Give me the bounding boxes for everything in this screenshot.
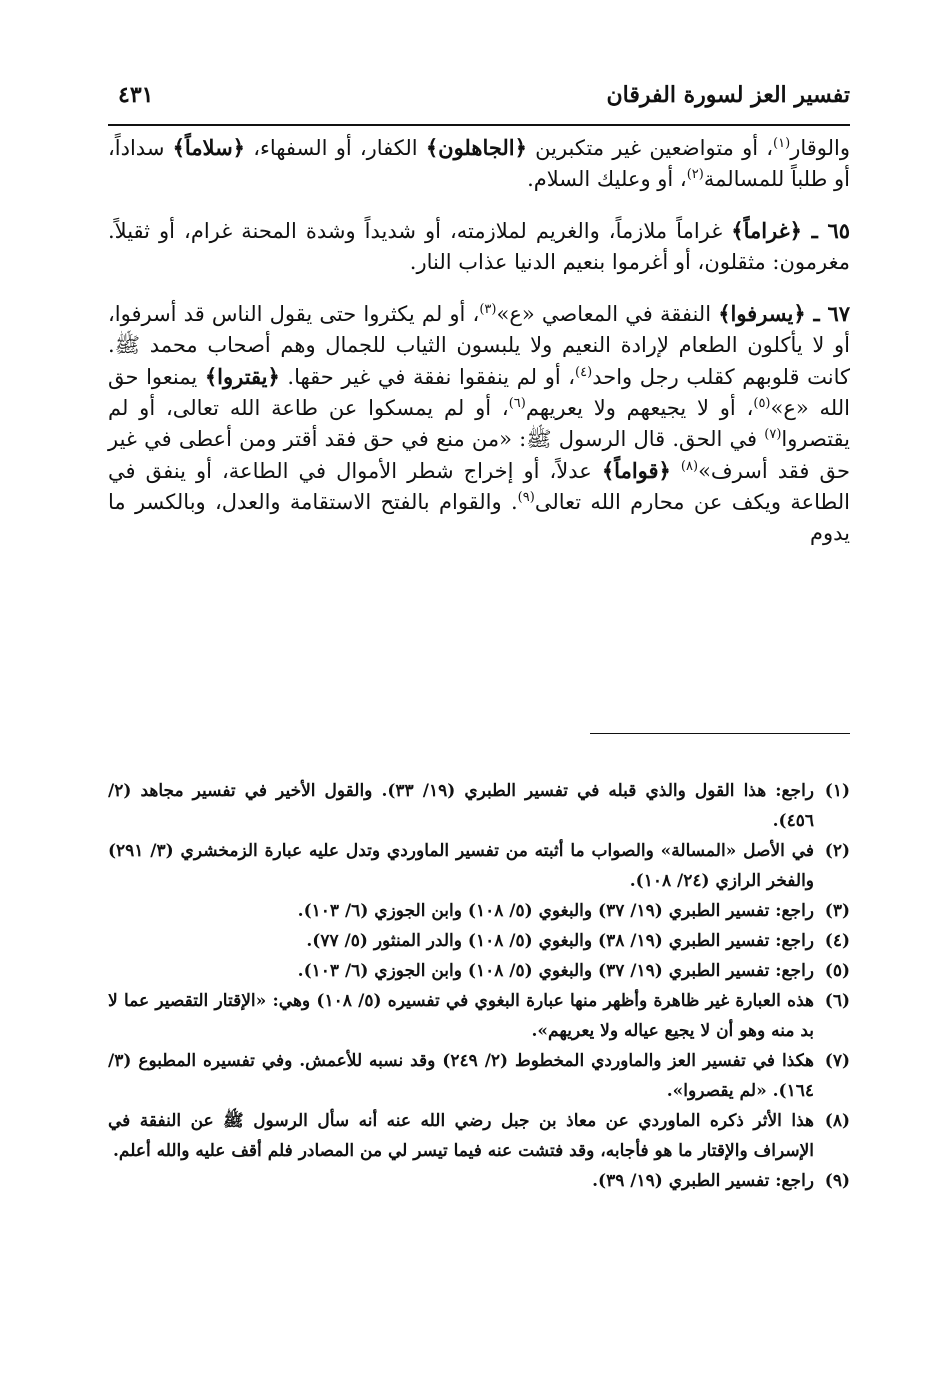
footnote-text: راجع: هذا القول والذي قبله في تفسير الطبري (١٩/ ٣٣). والقول الأخير في تفسير مجاهد (٢/ ٤٥٦). xyxy=(108,781,814,831)
footnote-number: (٦) xyxy=(824,991,850,1011)
footnote-number: (٢) xyxy=(824,841,850,861)
text-run: يمنعوا حق الله «ع» xyxy=(108,365,850,420)
text-run: الكفار، أو السفهاء، xyxy=(245,136,426,160)
footnote xyxy=(108,956,850,986)
paragraph-3 xyxy=(108,298,850,549)
footnote xyxy=(108,1106,850,1166)
quran-word: ﴿الجاهلون﴾ xyxy=(425,135,527,160)
footnote xyxy=(108,836,850,896)
paragraph-2 xyxy=(108,215,850,278)
main-text xyxy=(108,132,850,569)
text-run: في الحق. قال الرسول ﷺ: «من منع في حق فقد أقتر ومن أعطى في غير حق فقد أسرف» xyxy=(108,427,850,483)
footnote-text: في الأصل «المسالة» والصواب ما أثبته من تفسير الماوردي وتدل عليه عبارة الزمخشري (٣/ ٢٩١) والفخر الرازي (٢٤/ ١٠٨). xyxy=(108,841,814,891)
quran-word: ﴿غراماً﴾ xyxy=(731,218,802,243)
page-number: ٤٣١ xyxy=(118,82,154,108)
footnote-ref: (٧) xyxy=(764,427,782,442)
footnote-text: هذا الأثر ذكره الماوردي عن معاذ بن جبل رضي الله عنه أنه سأل الرسول ﷺ عن النفقة في الإسراف والإقتار ما هو فأجابه، وقد فتشت عنه فيما تيسر لي من المصادر فلم أقف عليه والله أعلم. xyxy=(108,1111,814,1161)
quran-word: ﴿يقتروا﴾ xyxy=(204,364,280,389)
text-run: غراماً ملازماً، والغريم لملازمته، أو شديداً وشدة المحنة غرام، أو ثقيلاً. مغرمون: مثقلون، أو أغرموا بنعيم الدنيا عذاب النار. xyxy=(108,219,850,274)
footnote-number: (١) xyxy=(824,781,850,801)
quran-word: ﴿يسرفوا﴾ xyxy=(718,301,806,326)
footnote-ref: (٢) xyxy=(686,167,704,182)
footnotes-list xyxy=(108,776,850,1196)
quran-word: ﴿قواماً﴾ xyxy=(601,458,671,483)
verse-number: ٦٧ ـ xyxy=(805,301,850,326)
header-title: تفسير العز لسورة الفرقان xyxy=(606,82,850,108)
text-run: ، أو وعليك السلام. xyxy=(527,167,687,191)
footnote xyxy=(108,896,850,926)
footnote-text: راجع: تفسير الطبري (١٩/ ٣٧) والبغوي (٥/ ١٠٨) وابن الجوزي (٦/ ١٠٣). xyxy=(297,901,814,921)
text-run: ، أو لم ينفقوا نفقة في غير حقها. xyxy=(279,365,576,389)
text-run: والوقار xyxy=(790,136,850,160)
text-run: . والقوام بالفتح الاستقامة والعدل، وبالكسر ما يدوم xyxy=(108,490,850,545)
footnote-ref: (٨) xyxy=(680,459,699,474)
footnote-number: (٩) xyxy=(824,1171,850,1191)
footnote-ref: (١) xyxy=(773,136,791,151)
verse-number: ٦٥ ـ xyxy=(801,218,850,243)
footnote-separator xyxy=(590,733,850,734)
footnote-ref: (٦) xyxy=(508,396,526,411)
footnote-ref: (٩) xyxy=(517,490,535,505)
footnote-text: راجع: تفسير الطبري (١٩/ ٣٧) والبغوي (٥/ ١٠٨) وابن الجوزي (٦/ ١٠٣). xyxy=(297,961,814,981)
text-run: عدلاً، أو إخراج شطر الأموال في الطاعة، أو ينفق في الطاعة ويكف عن محارم الله تعالى xyxy=(108,459,850,514)
text-run: النفقة في المعاصي «ع» xyxy=(496,302,719,326)
running-header xyxy=(108,78,850,122)
footnote xyxy=(108,1046,850,1106)
footnote xyxy=(108,1166,850,1196)
footnote-number: (٤) xyxy=(824,931,850,951)
footnote-number: (٨) xyxy=(824,1111,850,1131)
paragraph-1 xyxy=(108,132,850,195)
footnote-text: راجع: تفسير الطبري (١٩/ ٣٩). xyxy=(592,1171,814,1191)
text-run xyxy=(671,459,681,483)
footnote-text: هذه العبارة غير ظاهرة وأظهر منها عبارة البغوي في تفسيره (٥/ ١٠٨) وهي: «الإقتار التقصير عما لا بد منه وهو أن لا يجيع عياله ولا يعريهم». xyxy=(108,991,814,1041)
footnote-number: (٧) xyxy=(824,1051,850,1071)
text-run: سداداً، أو طلباً للمسالمة xyxy=(108,136,850,191)
footnote-number: (٣) xyxy=(824,901,850,921)
footnote xyxy=(108,926,850,956)
footnote-ref: (٥) xyxy=(753,396,771,411)
footnote-text: هكذا في تفسير العز والماوردي المخطوط (٢/ ٢٤٩) وقد نسبه للأعمش. وفي تفسيره المطبوع (٣/ ١٦٤). «لم يقصروا». xyxy=(108,1051,814,1101)
footnote xyxy=(108,776,850,836)
footnote-ref: (٣) xyxy=(479,302,497,317)
quran-word: ﴿سلاماً﴾ xyxy=(172,135,245,160)
text-run: ، أو لا يجيعهم ولا يعريهم xyxy=(525,396,754,420)
footnote-ref: (٤) xyxy=(575,365,593,380)
footnote-number: (٥) xyxy=(824,961,850,981)
footnote xyxy=(108,986,850,1046)
text-run: ، أو متواضعين غير متكبرين xyxy=(526,136,774,160)
footnote-text: راجع: تفسير الطبري (١٩/ ٣٨) والبغوي (٥/ ١٠٨) والدر المنثور (٥/ ٧٧). xyxy=(306,931,814,951)
header-rule xyxy=(108,124,850,126)
text-run: ، أو لم يمسكوا عن طاعة الله تعالى، أو لم يقتصروا xyxy=(108,396,850,451)
text-run: ، أو لم يكثروا حتى يقول الناس قد أسرفوا، أو لا يأكلون الطعام لإرادة النعيم ولا يلبسون الثياب للجمال وهم أصحاب محمد ﷺ. كانت قلوبهم كقلب رجل واحد xyxy=(108,302,850,389)
